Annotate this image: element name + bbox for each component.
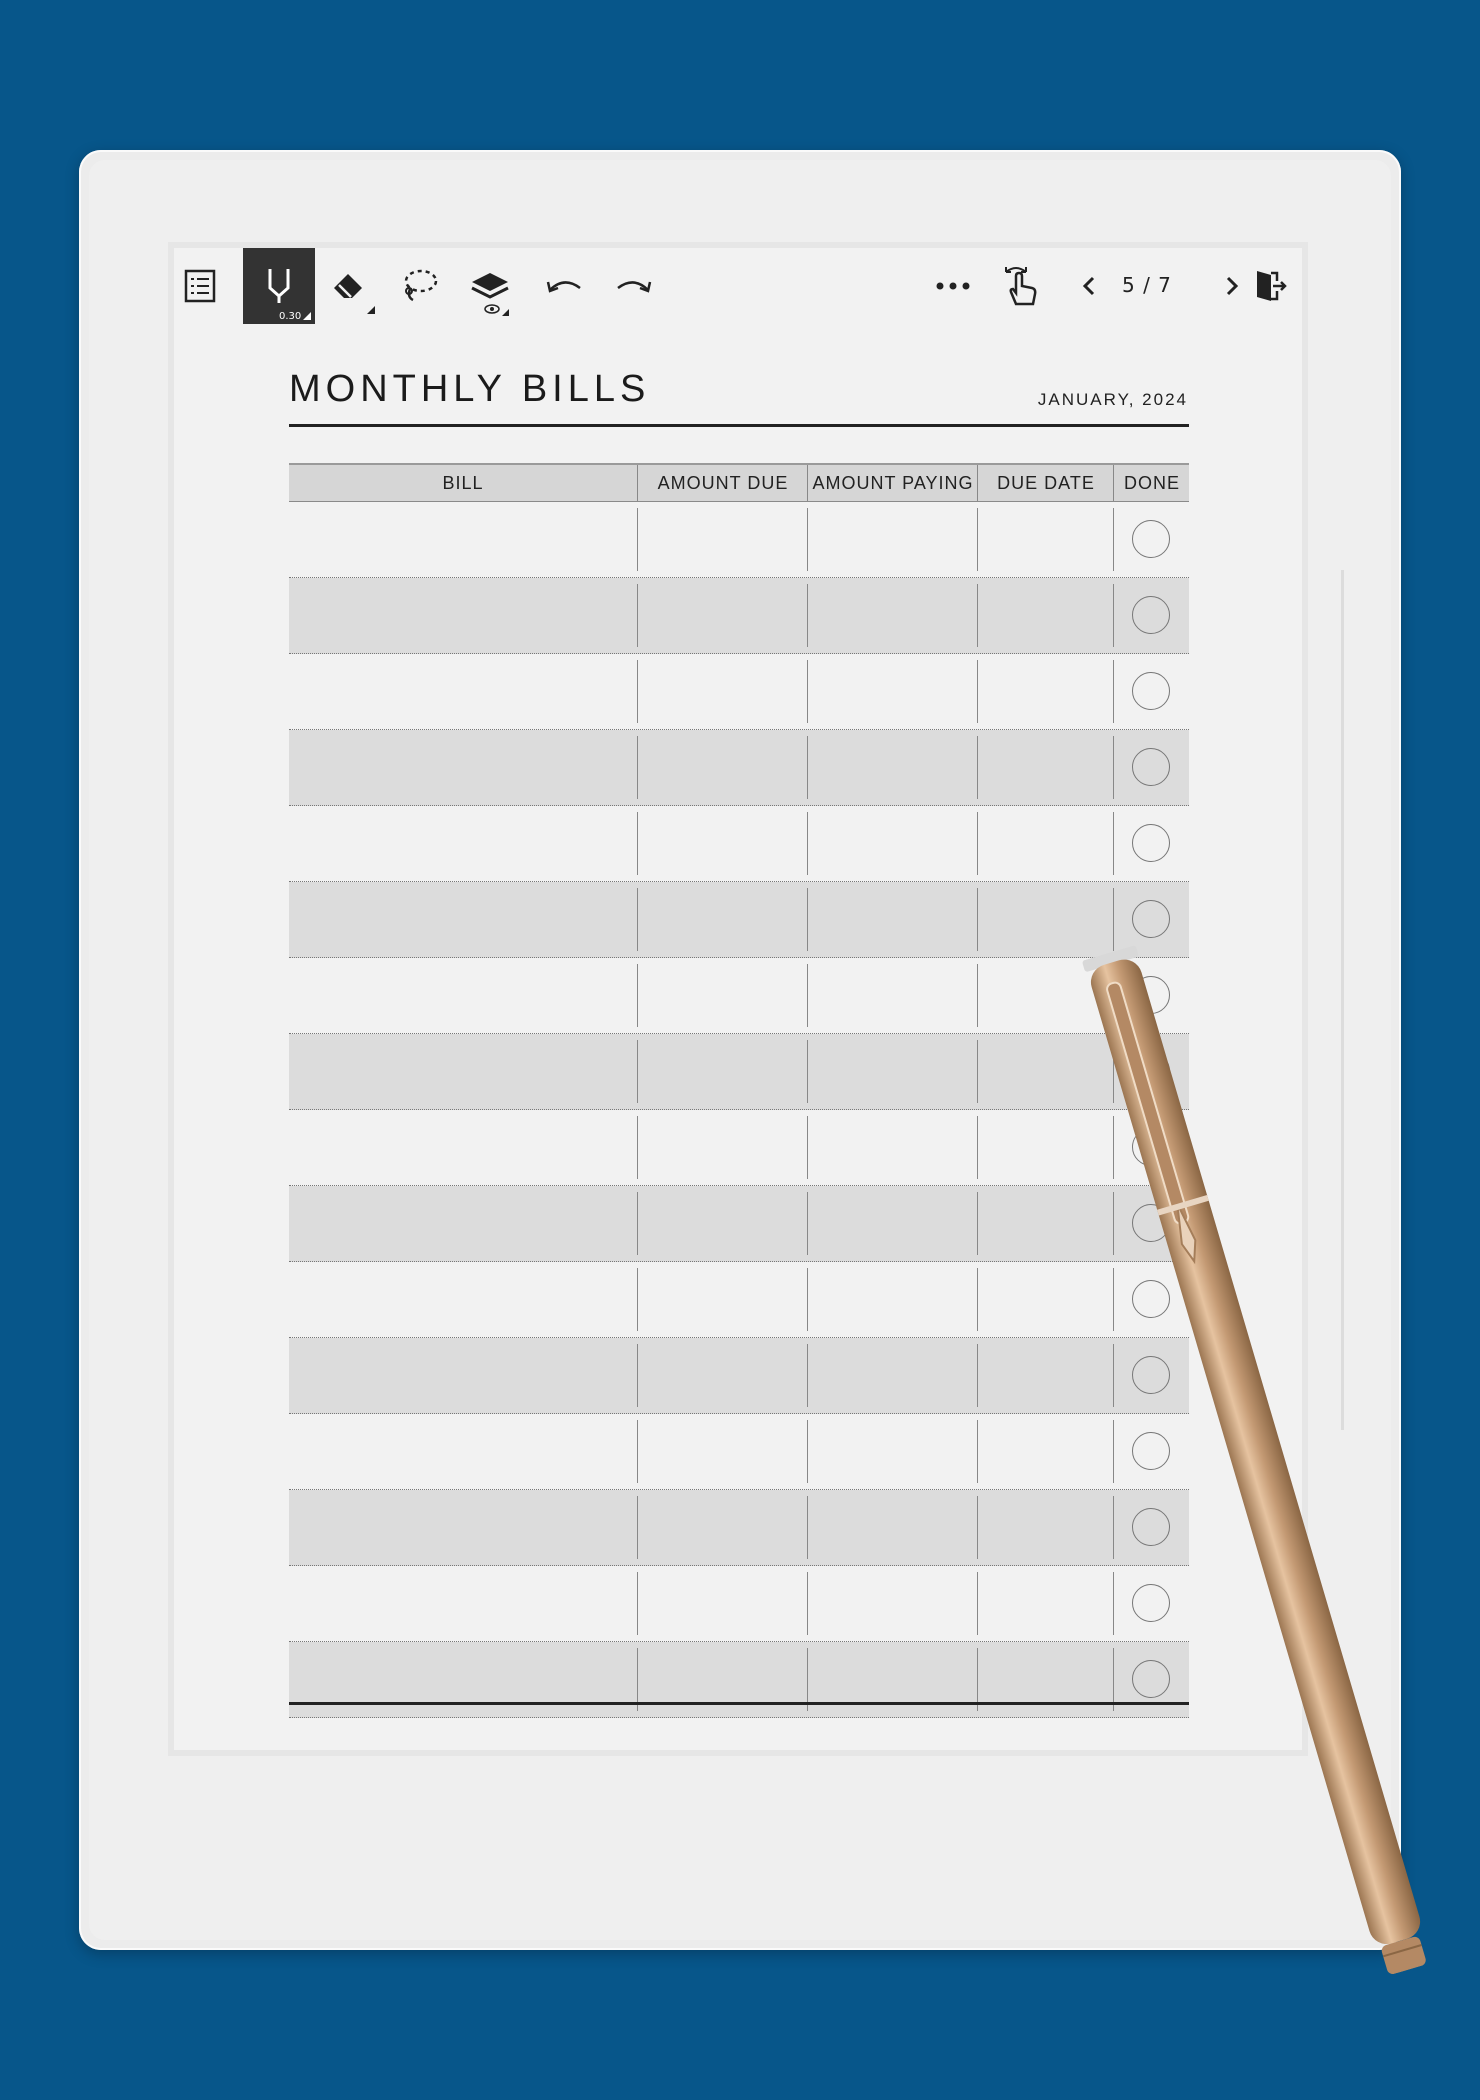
cell-divider [637, 584, 638, 647]
previous-page-button[interactable] [1065, 262, 1113, 310]
table-row[interactable] [289, 1490, 1189, 1566]
table-header [289, 463, 1189, 502]
cell-divider [977, 660, 978, 723]
cell-divider [807, 812, 808, 875]
cell-divider [807, 888, 808, 951]
more-options-button[interactable] [929, 262, 977, 310]
cell-divider [1113, 812, 1114, 875]
table-row[interactable] [289, 1262, 1189, 1338]
cell-divider [1113, 888, 1114, 951]
cell-divider [807, 584, 808, 647]
undo-button[interactable] [540, 262, 588, 310]
cell-divider [977, 812, 978, 875]
cell-divider [1113, 1344, 1114, 1407]
page-date: JANUARY, 2024 [1037, 390, 1188, 409]
cell-divider [637, 1496, 638, 1559]
bills-table [289, 463, 1189, 1718]
done-checkbox[interactable] [1132, 1508, 1170, 1546]
column-header-amount-due: AMOUNT DUE [637, 465, 808, 501]
cell-divider [637, 812, 638, 875]
gesture-icon [1002, 264, 1042, 308]
table-row[interactable] [289, 1110, 1189, 1186]
exit-button[interactable] [1246, 262, 1294, 310]
table-row[interactable] [289, 1186, 1189, 1262]
cell-divider [977, 888, 978, 951]
done-checkbox[interactable] [1132, 596, 1170, 634]
cell-divider [807, 964, 808, 1027]
table-row[interactable] [289, 654, 1189, 730]
next-page-icon [1224, 275, 1240, 297]
cell-divider [1113, 736, 1114, 799]
column-header-bill: BILL [442, 473, 484, 493]
cell-divider [1113, 660, 1114, 723]
cell-divider [807, 508, 808, 571]
cell-divider [807, 1040, 808, 1103]
table-row[interactable] [289, 1338, 1189, 1414]
cell-divider [1113, 1420, 1114, 1483]
cell-divider [807, 1496, 808, 1559]
list-icon[interactable] [176, 262, 224, 310]
cell-divider [807, 1420, 808, 1483]
cell-divider [1113, 584, 1114, 647]
column-header-done: DONE [1113, 465, 1190, 501]
layers-button[interactable] [466, 262, 514, 310]
cell-divider [977, 1420, 978, 1483]
cell-divider [807, 1116, 808, 1179]
cell-divider [977, 736, 978, 799]
cell-divider [977, 584, 978, 647]
table-row[interactable] [289, 1566, 1189, 1642]
prev-page-icon [1081, 275, 1097, 297]
pen-tool-button[interactable] [243, 248, 315, 324]
done-checkbox[interactable] [1132, 1280, 1170, 1318]
cell-divider [977, 1192, 978, 1255]
cell-divider [807, 1572, 808, 1635]
table-row[interactable] [289, 1034, 1189, 1110]
cell-divider [977, 1116, 978, 1179]
cell-divider [1113, 1268, 1114, 1331]
cell-divider [977, 1268, 978, 1331]
cell-divider [637, 660, 638, 723]
cell-divider [637, 964, 638, 1027]
layers-options-indicator [502, 309, 509, 316]
table-row[interactable] [289, 578, 1189, 654]
table-row[interactable] [289, 806, 1189, 882]
exit-icon [1253, 267, 1287, 305]
redo-button[interactable] [610, 262, 658, 310]
table-row[interactable] [289, 958, 1189, 1034]
cell-divider [637, 508, 638, 571]
tablet-side-edge [1341, 570, 1344, 1430]
cell-divider [637, 1572, 638, 1635]
done-checkbox[interactable] [1132, 1584, 1170, 1622]
cell-divider [637, 1192, 638, 1255]
cell-divider [977, 1040, 978, 1103]
cell-divider [1113, 1496, 1114, 1559]
cell-divider [1113, 1116, 1114, 1179]
more-icon [934, 281, 972, 291]
layers-icon [469, 269, 511, 303]
cell-divider [637, 888, 638, 951]
table-body [289, 502, 1189, 1718]
eraser-options-indicator [367, 306, 375, 314]
table-row[interactable] [289, 502, 1189, 578]
table-row[interactable] [289, 882, 1189, 958]
column-header-amount-paying: AMOUNT PAYING [807, 465, 978, 501]
cell-divider [977, 1496, 978, 1559]
table-bottom-rule [289, 1702, 1189, 1705]
done-checkbox[interactable] [1132, 1660, 1170, 1698]
cell-divider [977, 1344, 978, 1407]
redo-icon [614, 274, 654, 298]
cell-divider [637, 1040, 638, 1103]
column-header-due-date: DUE DATE [977, 465, 1114, 501]
done-checkbox[interactable] [1132, 672, 1170, 710]
done-checkbox[interactable] [1132, 824, 1170, 862]
done-checkbox[interactable] [1132, 520, 1170, 558]
cell-divider [637, 736, 638, 799]
cell-divider [637, 1344, 638, 1407]
done-checkbox[interactable] [1132, 1432, 1170, 1470]
cell-divider [807, 1344, 808, 1407]
page-title: MONTHLY BILLS [289, 368, 651, 410]
lasso-icon [399, 267, 439, 305]
cell-divider [807, 736, 808, 799]
cell-divider [807, 1192, 808, 1255]
gesture-button[interactable] [998, 262, 1046, 310]
cell-divider [1113, 1192, 1114, 1255]
done-checkbox[interactable] [1132, 900, 1170, 938]
table-row[interactable] [289, 730, 1189, 806]
eraser-button[interactable] [325, 262, 373, 310]
cell-divider [637, 1116, 638, 1179]
eraser-icon [330, 267, 368, 305]
table-row[interactable] [289, 1642, 1189, 1718]
pen-icon [262, 266, 296, 306]
table-row[interactable] [289, 1414, 1189, 1490]
cell-divider [977, 508, 978, 571]
cell-divider [977, 964, 978, 1027]
visibility-icon [484, 304, 500, 314]
undo-icon [544, 274, 584, 298]
cell-divider [637, 1420, 638, 1483]
cell-divider [1113, 508, 1114, 571]
done-checkbox[interactable] [1132, 1356, 1170, 1394]
title-divider [289, 424, 1189, 427]
toolbar [174, 248, 1302, 324]
cell-divider [807, 660, 808, 723]
pen-size-label: 0.30 [279, 311, 302, 322]
page-indicator[interactable]: 5 / 7 [1122, 273, 1172, 297]
done-checkbox[interactable] [1132, 748, 1170, 786]
cell-divider [977, 1572, 978, 1635]
cell-divider [637, 1268, 638, 1331]
cell-divider [807, 1268, 808, 1331]
pen-options-indicator [303, 312, 311, 320]
lasso-button[interactable] [395, 262, 443, 310]
cell-divider [1113, 1572, 1114, 1635]
